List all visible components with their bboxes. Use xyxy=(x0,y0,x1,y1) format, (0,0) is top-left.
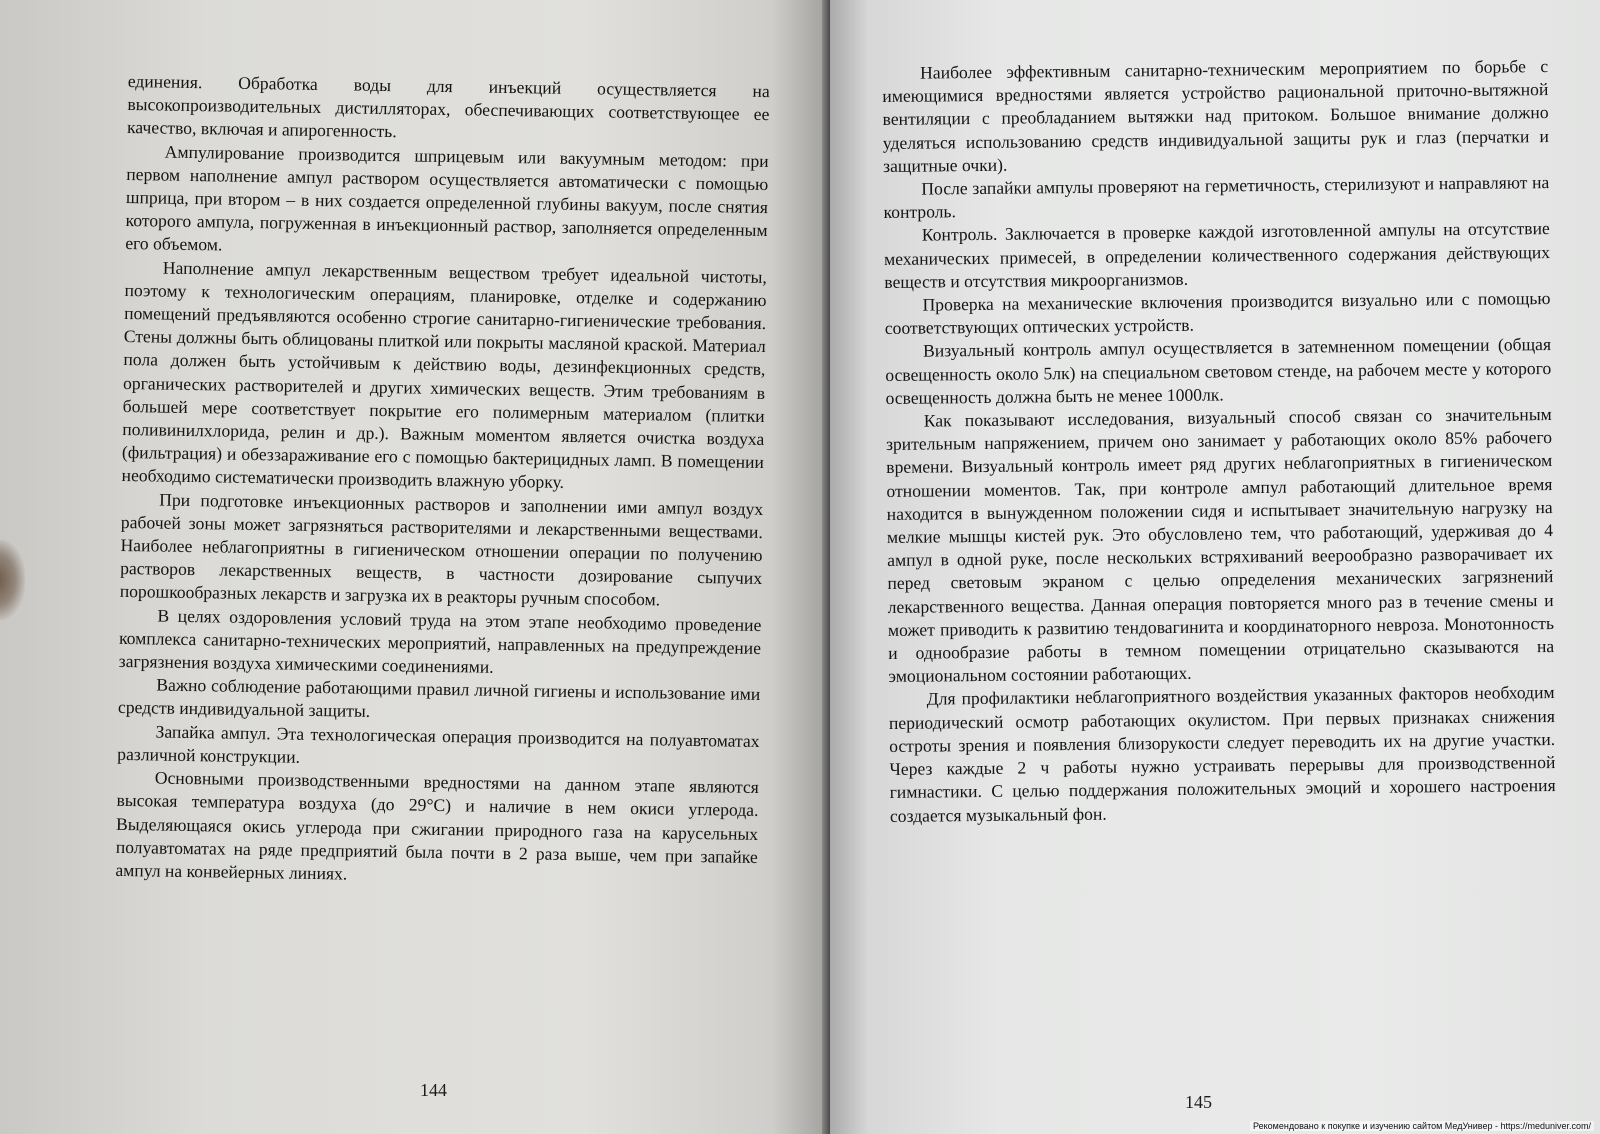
paragraph: После запайки ампулы проверяют на герметичность, стерилизуют и направляют на контроль. xyxy=(883,172,1550,223)
paragraph: Основными производственными вредностями на данном этапе являются высокая температура воздуха (до 29°С) и наличие в нем окиси углерода. Выделяющаяся окись углерода при сжигании природного газа на карусельных полуавтоматах на ряде предприятий была почти в 2 раза выше, чем при запайке ампул на конвейерных линиях. xyxy=(115,767,759,884)
page-number: 145 xyxy=(1185,1092,1212,1112)
paragraph: единения. Обработка воды для инъекций осуществляется на высокопроизводительных дистилляторах, обеспечивающих соответствующее ее качество, включая и апирогенность. xyxy=(126,70,770,142)
paragraph: Контроль. Заключается в проверке каждой изготовленной ампулы на отсутствие механических примесей, в определении количественного содержания действующих веществ и отсутствия микроорганизмов. xyxy=(883,218,1551,292)
right-page-text xyxy=(882,55,1556,828)
paragraph: Запайка ампул. Эта технологическая операция производится на полуавтоматах различной конструкции. xyxy=(117,721,760,767)
paragraph: Наполнение ампул лекарственным веществом требует идеальной чистоты, поэтому к технологическим операциям, планировке, отделке и содержанию помещений предъявляются особенно строгие санитарно-гигиенические требования. Стены должны быть облицованы плиткой или покрыты масляной краской. Материал пола должен быть устойчивым к действию воды, дезинфекционных средств, органических растворителей и других химических веществ. Этим требованиям в большей мере соответствует покрытие его полимерным материалом (плитки поливинилхлорида, релин и др.). Важным моментом является очистка воздуха (фильтрация) и обеззараживание его с помощью бактерицидных ламп. В помещении необходимо систематически производить влажную уборку. xyxy=(121,257,767,493)
right-page xyxy=(830,0,1600,1134)
paragraph: В целях оздоровления условий труда на этом этапе необходимо проведение комплекса санитарно-технических мероприятий, направленных на предупреждение загрязнения воздуха химическими соединениями. xyxy=(118,605,762,677)
page-number: 144 xyxy=(420,1080,447,1100)
paragraph: Наиболее эффективным санитарно-техническим мероприятием по борьбе с имеющимися вредностями является устройство рациональной приточно-вытяжной вентиляции с преобладанием вытяжки над притоком. Большое внимание должно уделяться использованию средств индивидуальной защиты рук и глаз (перчатки и защитные очки). xyxy=(882,56,1549,176)
watermark-note: Рекомендовано к покупке и изучению сайтом МедУнивер - https://meduniver.com/ xyxy=(1250,1121,1594,1131)
paragraph: Для профилактики неблагоприятного воздействия указанных факторов необходим периодический осмотр работающих окулистом. При первых признаках снижения остроты зрения и появления близорукости следует переводить их на другие участки. Через каждые 2 ч работы нужно устраивать перерывы для производственной гимнастики. С целью поддержания положительных эмоций и хорошего настроения создается музыкальный фон. xyxy=(888,682,1556,826)
paragraph: Ампулирование производится шприцевым или вакуумным методом: при первом наполнение ампул раствором осуществляется автоматически с помощью шприца, при втором – в них создается определенной глубины вакуум, после снятия которого ампула, погруженная в инъекционный раствор, заполняется определенным его объемом. xyxy=(125,141,769,255)
paragraph: Визуальный контроль ампул осуществляется в затемненном помещении (общая освещенность около 5лк) на специальном световом стенде, на рабочем месте у которого освещенность должна быть не менее 1000лк. xyxy=(885,334,1552,408)
paragraph: Проверка на механические включения производится визуально или с помощью соответствующих оптических устройств. xyxy=(884,288,1551,339)
paragraph: Важно соблюдение работающими правил личной гигиены и использование ими средств индивидуальной защиты. xyxy=(117,674,761,722)
paragraph: При подготовке инъекционных растворов и заполнении ими ампул воздух рабочей зоны может загрязняться растворителями и лекарственными веществами. Наиболее неблагоприятны в гигиеническом отношении операции по получению растворов лекарственных веществ, в частности дозирование сыпучих порошкообразных лекарств и загрузка их в реакторы ручным способом. xyxy=(119,489,764,610)
left-page-text xyxy=(115,70,770,892)
paragraph: Как показывают исследования, визуальный способ связан со значительным зрительным напряжением, причем оно занимает у работающих около 85% рабочего времени. Визуальный контроль имеет ряд других неблагоприятных в гигиеническом отношении моментов. Так, при контроле ампул работающий длительное время находится в вынужденном положении сидя и испытывает значительную нагрузку на мелкие мышцы кистей рук. Это обусловлено тем, что работающий, удерживая до 4 ампул в одной руке, после нескольких встряхиваний веерообразно разворачивает их перед световым экраном с целью определения механических загрязнений лекарственного вещества. Данная операция повторяется много раз в течение смены и может приводить к развитию тендовагинита и координаторного невроза. Монотонность и однообразие работы в темном помещении отрицательно сказываются на эмоциональном состоянии работающих. xyxy=(885,404,1555,687)
